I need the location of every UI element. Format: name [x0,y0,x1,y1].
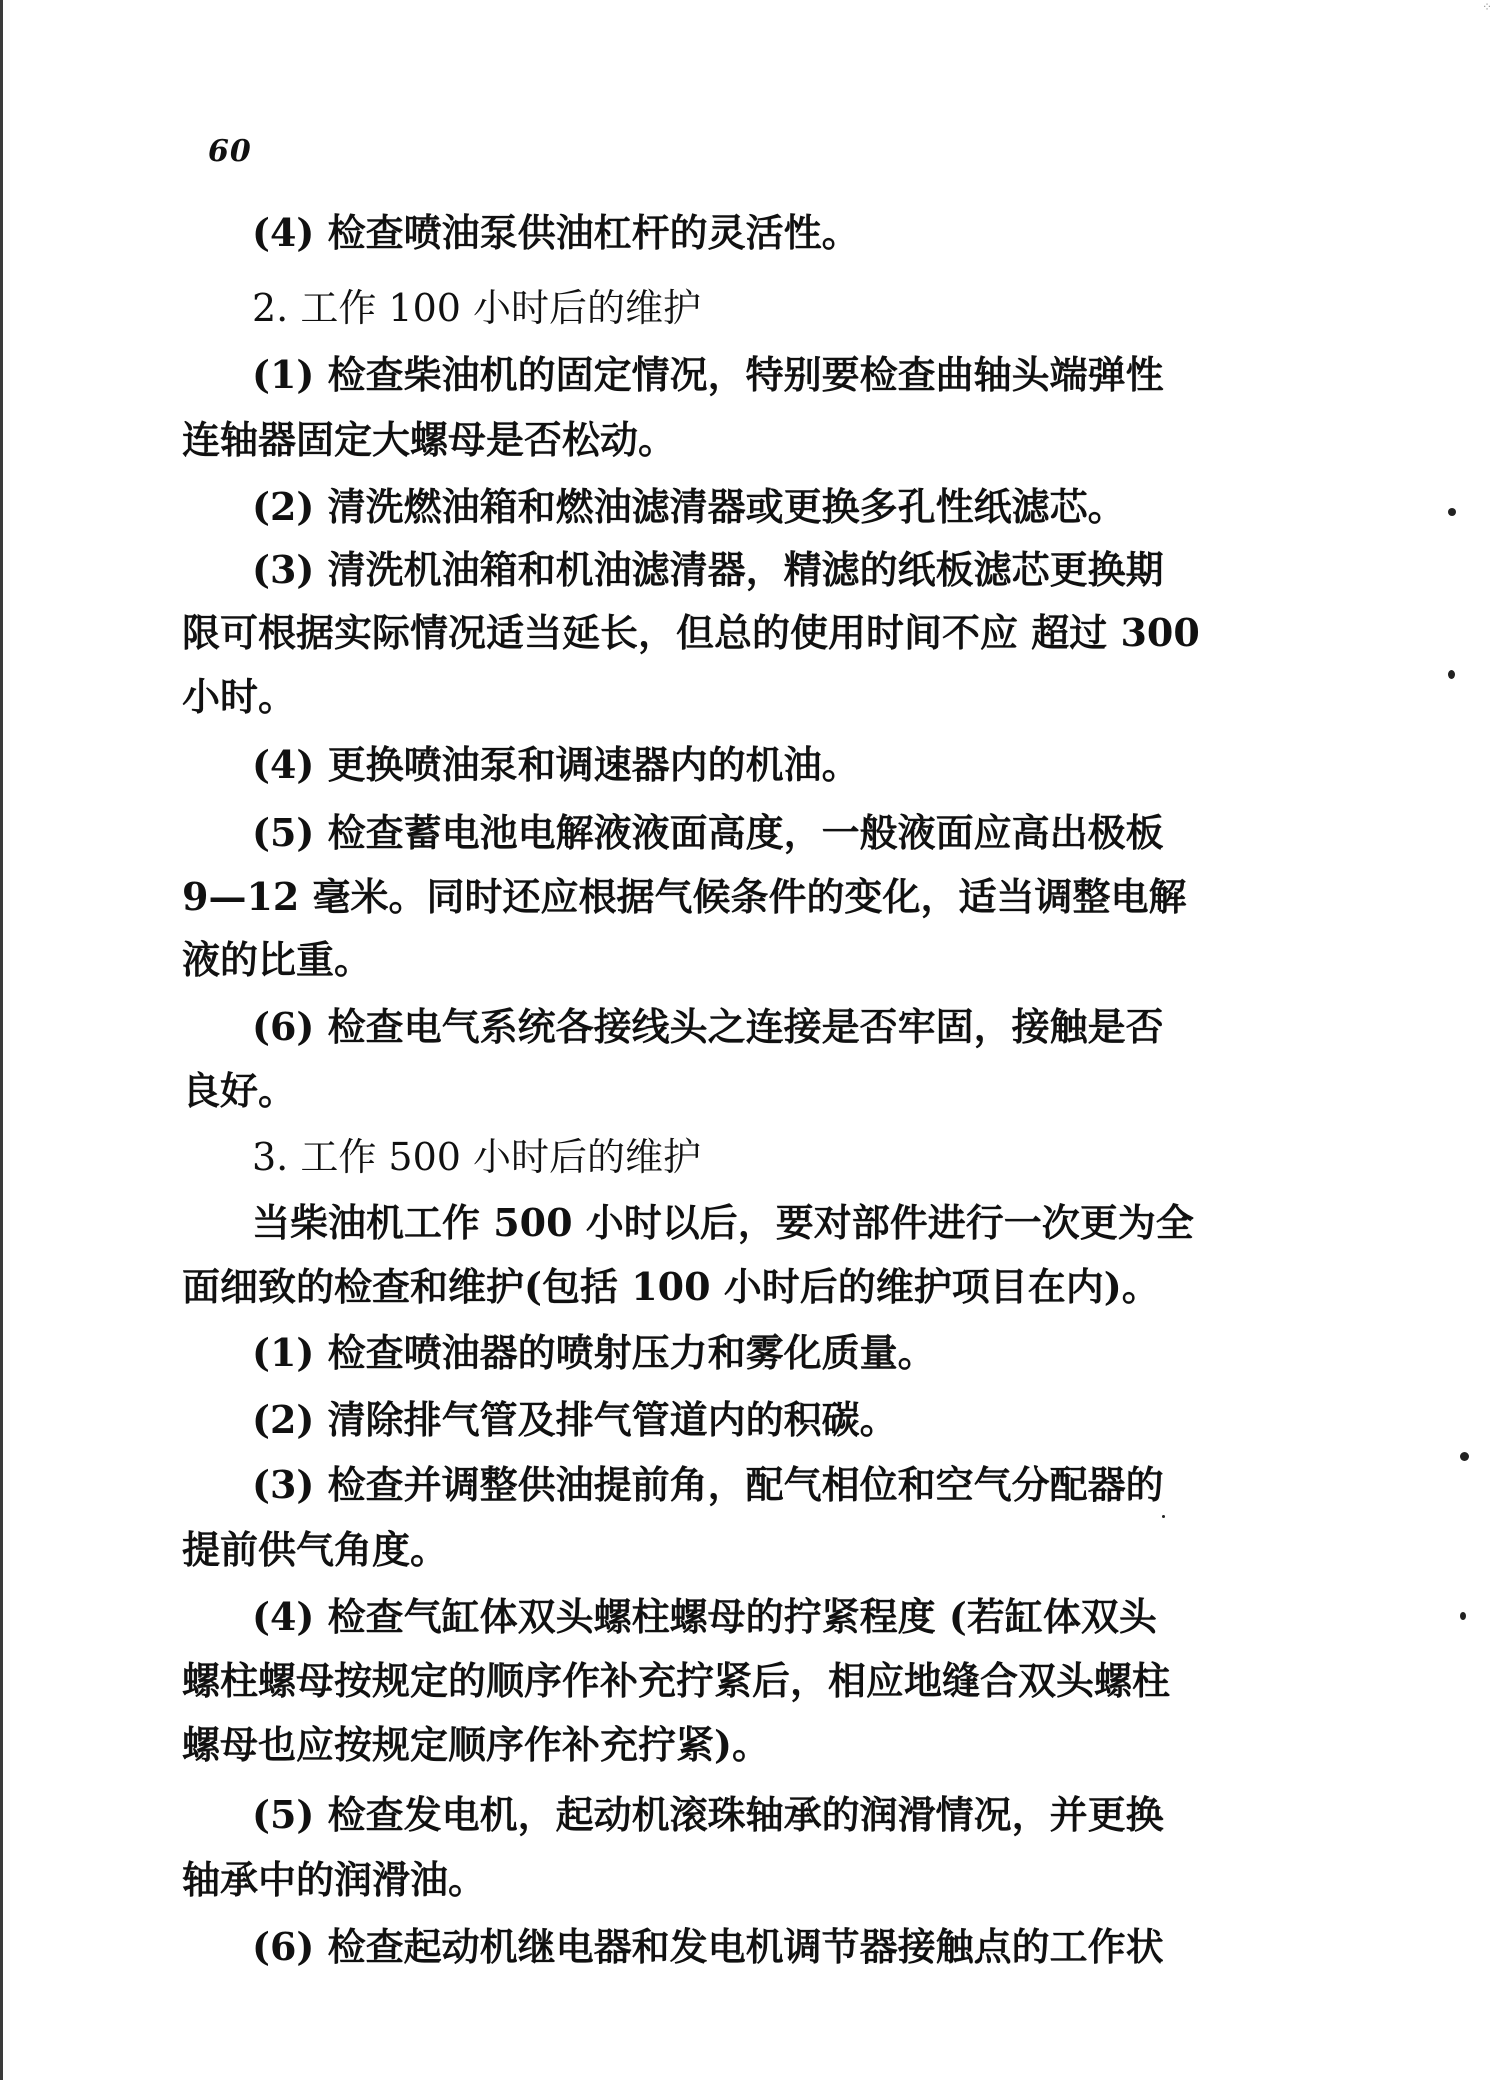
text-line: (1) 检查柴油机的固定情况，特别要检查曲轴头端弹性 [252,352,1164,397]
text-line: 螺柱螺母按规定的顺序作补充拧紧后，相应地缝合双头螺柱 [182,1658,1171,1703]
text-line: (6) 检查电气系统各接线头之连接是否牢固，接触是否 [252,1004,1164,1049]
text-line: 良好。 [182,1068,297,1113]
page-left-edge [0,0,3,2080]
text-line: 小时。 [182,674,297,719]
section-heading: 3. 工作 500 小时后的维护 [252,1135,702,1179]
text-line: (3) 清洗机油箱和机油滤清器，精滤的纸板滤芯更换期 [252,547,1164,592]
scan-speck [1162,1515,1165,1518]
text-line: 轴承中的润滑油。 [182,1857,487,1902]
text-line: 限可根据实际情况适当延长，但总的使用时间不应 超过 300 [182,610,1200,655]
text-line: (2) 清除排气管及排气管道内的积碳。 [252,1397,898,1442]
scan-speck [1448,670,1455,679]
text-line: (2) 清洗燃油箱和燃油滤清器或更换多孔性纸滤芯。 [252,484,1126,529]
text-line: (5) 检查发电机，起动机滚珠轴承的润滑情况，并更换 [252,1792,1164,1837]
scan-speck [1460,1612,1466,1620]
text-line: 螺母也应按规定顺序作补充拧紧)。 [182,1722,770,1767]
text-line: 连轴器固定大螺母是否松动。 [182,417,677,462]
text-line: 提前供气角度。 [182,1527,449,1572]
text-line: 当柴油机工作 500 小时以后，要对部件进行一次更为全 [252,1200,1194,1245]
text-line: (6) 检查起动机继电器和发电机调节器接触点的工作状 [252,1924,1164,1969]
text-line: (4) 更换喷油泵和调速器内的机油。 [252,742,860,787]
text-line: (3) 检查并调整供油提前角，配气相位和空气分配器的 [252,1462,1164,1507]
text-line: 液的比重。 [182,937,373,982]
text-line: (4) 检查气缸体双头螺柱螺母的拧紧程度 (若缸体双头 [252,1594,1157,1639]
scan-speck [1448,508,1456,516]
text-line: 面细致的检查和维护(包括 100 小时后的维护项目在内)。 [182,1264,1160,1309]
page-number: 60 [208,134,252,169]
text-line: (5) 检查蓄电池电解液液面高度，一般液面应高出极板 [252,810,1164,855]
text-line: (1) 检查喷油器的喷射压力和雾化质量。 [252,1330,936,1375]
text-line: (4) 检查喷油泵供油杠杆的灵活性。 [252,210,860,255]
scan-corner-mark: ⁘ [1482,0,1493,14]
text-line: 9—12 毫米。同时还应根据气候条件的变化，适当调整电解 [182,874,1187,919]
section-heading: 2. 工作 100 小时后的维护 [252,286,702,330]
scan-speck [1460,1452,1469,1461]
